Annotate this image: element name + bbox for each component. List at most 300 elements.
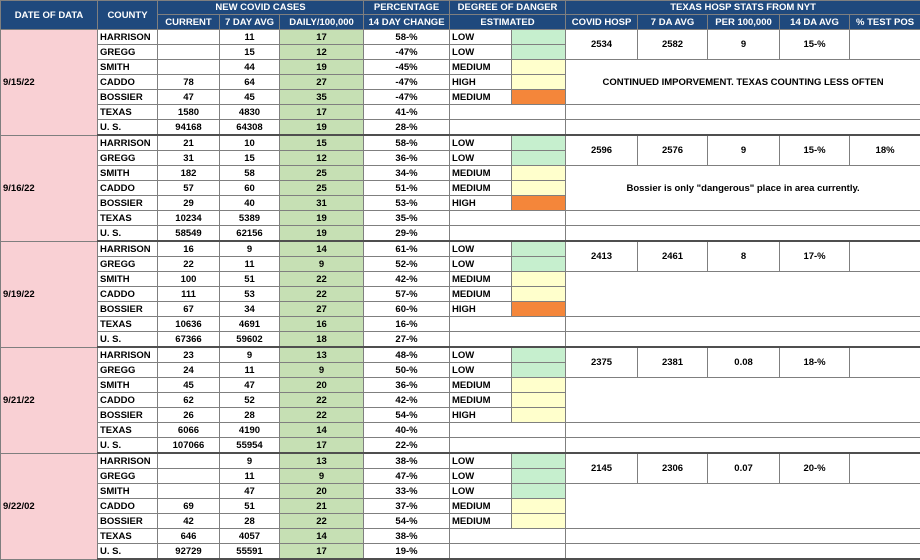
pct-test-pos-cell bbox=[850, 30, 920, 60]
fourteen-day-change-cell: 36-% bbox=[364, 151, 450, 166]
header-degree-of-danger: DEGREE OF DANGER bbox=[450, 1, 566, 15]
hosp-per-100000-cell: 9 bbox=[708, 30, 780, 60]
danger-swatch bbox=[512, 363, 566, 378]
table-row bbox=[1, 438, 920, 454]
table-row bbox=[1, 226, 920, 242]
header-estimated: ESTIMATED bbox=[450, 15, 566, 30]
fourteen-day-change-cell: 29-% bbox=[364, 226, 450, 242]
pct-test-pos-cell bbox=[850, 347, 920, 378]
current-cases-cell: 646 bbox=[158, 529, 220, 544]
fourteen-day-change-cell: 42-% bbox=[364, 272, 450, 287]
danger-empty-cell bbox=[450, 332, 566, 348]
current-cases-cell: 78 bbox=[158, 75, 220, 90]
fourteen-day-change-cell: 27-% bbox=[364, 332, 450, 348]
covid-hosp-cell: 2145 bbox=[566, 453, 638, 484]
seven-day-avg-cell: 47 bbox=[220, 484, 280, 499]
current-cases-cell: 1580 bbox=[158, 105, 220, 120]
danger-swatch bbox=[512, 90, 566, 105]
danger-empty-cell bbox=[450, 529, 566, 544]
seven-day-avg-cell: 11 bbox=[220, 363, 280, 378]
seven-day-avg-cell: 55591 bbox=[220, 544, 280, 560]
seven-day-avg-cell: 4830 bbox=[220, 105, 280, 120]
county-cell: TEXAS bbox=[98, 211, 158, 226]
seven-day-avg-cell: 52 bbox=[220, 393, 280, 408]
current-cases-cell: 45 bbox=[158, 378, 220, 393]
fourteen-day-change-cell: 48-% bbox=[364, 347, 450, 363]
header-row-1 bbox=[1, 1, 920, 15]
current-cases-cell: 58549 bbox=[158, 226, 220, 242]
table-row bbox=[1, 529, 920, 544]
danger-swatch bbox=[512, 135, 566, 151]
danger-swatch bbox=[512, 60, 566, 75]
seven-day-avg-cell: 34 bbox=[220, 302, 280, 317]
daily-per-100k-cell: 14 bbox=[280, 241, 364, 257]
notes-cell bbox=[566, 378, 920, 423]
seven-day-avg-cell: 60 bbox=[220, 181, 280, 196]
current-cases-cell: 182 bbox=[158, 166, 220, 181]
danger-level-cell: MEDIUM bbox=[450, 378, 512, 393]
current-cases-cell: 29 bbox=[158, 196, 220, 211]
fourteen-day-change-cell: 38-% bbox=[364, 453, 450, 469]
table-row bbox=[1, 120, 920, 136]
fourteen-day-change-cell: -47% bbox=[364, 75, 450, 90]
current-cases-cell: 26 bbox=[158, 408, 220, 423]
current-cases-cell: 92729 bbox=[158, 544, 220, 560]
current-cases-cell bbox=[158, 453, 220, 469]
danger-swatch bbox=[512, 196, 566, 211]
danger-swatch bbox=[512, 181, 566, 196]
county-cell: SMITH bbox=[98, 484, 158, 499]
fourteen-day-change-cell: 22-% bbox=[364, 438, 450, 454]
header-7-day-avg: 7 DAY AVG bbox=[220, 15, 280, 30]
danger-swatch bbox=[512, 393, 566, 408]
daily-per-100k-cell: 31 bbox=[280, 196, 364, 211]
county-cell: U. S. bbox=[98, 438, 158, 454]
table-row bbox=[1, 30, 920, 45]
hosp-14-da-avg-cell: 15-% bbox=[780, 135, 850, 166]
seven-day-avg-cell: 51 bbox=[220, 499, 280, 514]
county-cell: BOSSIER bbox=[98, 196, 158, 211]
header-texas-hosp-stats: TEXAS HOSP STATS FROM NYT bbox=[566, 1, 920, 15]
empty-cell bbox=[566, 544, 920, 560]
county-cell: SMITH bbox=[98, 272, 158, 287]
empty-cell bbox=[566, 332, 920, 348]
danger-swatch bbox=[512, 302, 566, 317]
seven-day-avg-cell: 58 bbox=[220, 166, 280, 181]
county-cell: HARRISON bbox=[98, 241, 158, 257]
danger-level-cell: MEDIUM bbox=[450, 393, 512, 408]
pct-test-pos-cell: 18% bbox=[850, 135, 920, 166]
current-cases-cell: 31 bbox=[158, 151, 220, 166]
table-row bbox=[1, 135, 920, 151]
fourteen-day-change-cell: 28-% bbox=[364, 120, 450, 136]
fourteen-day-change-cell: 41-% bbox=[364, 105, 450, 120]
danger-swatch bbox=[512, 151, 566, 166]
danger-empty-cell bbox=[450, 317, 566, 332]
county-cell: GREGG bbox=[98, 469, 158, 484]
hosp-7-da-avg-cell: 2582 bbox=[638, 30, 708, 60]
current-cases-cell: 111 bbox=[158, 287, 220, 302]
current-cases-cell: 22 bbox=[158, 257, 220, 272]
current-cases-cell bbox=[158, 484, 220, 499]
header-14-da-avg: 14 DA AVG bbox=[780, 15, 850, 30]
current-cases-cell: 100 bbox=[158, 272, 220, 287]
pct-test-pos-cell bbox=[850, 241, 920, 272]
daily-per-100k-cell: 14 bbox=[280, 529, 364, 544]
county-cell: U. S. bbox=[98, 544, 158, 560]
fourteen-day-change-cell: 60-% bbox=[364, 302, 450, 317]
danger-swatch bbox=[512, 287, 566, 302]
county-cell: CADDO bbox=[98, 181, 158, 196]
seven-day-avg-cell: 11 bbox=[220, 469, 280, 484]
seven-day-avg-cell: 55954 bbox=[220, 438, 280, 454]
danger-empty-cell bbox=[450, 544, 566, 560]
current-cases-cell: 21 bbox=[158, 135, 220, 151]
header-date-of-data: DATE OF DATA bbox=[1, 1, 98, 30]
table-row bbox=[1, 544, 920, 560]
daily-per-100k-cell: 35 bbox=[280, 90, 364, 105]
daily-per-100k-cell: 18 bbox=[280, 332, 364, 348]
seven-day-avg-cell: 64 bbox=[220, 75, 280, 90]
daily-per-100k-cell: 9 bbox=[280, 363, 364, 378]
daily-per-100k-cell: 12 bbox=[280, 151, 364, 166]
daily-per-100k-cell: 25 bbox=[280, 181, 364, 196]
county-cell: SMITH bbox=[98, 378, 158, 393]
danger-level-cell: MEDIUM bbox=[450, 166, 512, 181]
table-row bbox=[1, 166, 920, 181]
fourteen-day-change-cell: 57-% bbox=[364, 287, 450, 302]
danger-level-cell: LOW bbox=[450, 151, 512, 166]
current-cases-cell: 23 bbox=[158, 347, 220, 363]
current-cases-cell: 67 bbox=[158, 302, 220, 317]
current-cases-cell: 67366 bbox=[158, 332, 220, 348]
seven-day-avg-cell: 5389 bbox=[220, 211, 280, 226]
fourteen-day-change-cell: 58-% bbox=[364, 135, 450, 151]
danger-level-cell: MEDIUM bbox=[450, 60, 512, 75]
danger-level-cell: LOW bbox=[450, 241, 512, 257]
fourteen-day-change-cell: 53-% bbox=[364, 196, 450, 211]
daily-per-100k-cell: 27 bbox=[280, 302, 364, 317]
current-cases-cell bbox=[158, 30, 220, 45]
daily-per-100k-cell: 17 bbox=[280, 438, 364, 454]
county-cell: CADDO bbox=[98, 393, 158, 408]
county-cell: U. S. bbox=[98, 226, 158, 242]
county-cell: CADDO bbox=[98, 499, 158, 514]
date-of-data-cell: 9/21/22 bbox=[1, 347, 98, 453]
county-cell: HARRISON bbox=[98, 347, 158, 363]
empty-cell bbox=[566, 226, 920, 242]
county-cell: SMITH bbox=[98, 166, 158, 181]
header-daily-per-100k: DAILY/100,000 bbox=[280, 15, 364, 30]
danger-swatch bbox=[512, 257, 566, 272]
county-cell: GREGG bbox=[98, 257, 158, 272]
danger-level-cell: HIGH bbox=[450, 196, 512, 211]
danger-swatch bbox=[512, 241, 566, 257]
notes-cell bbox=[566, 272, 920, 317]
county-cell: TEXAS bbox=[98, 423, 158, 438]
daily-per-100k-cell: 22 bbox=[280, 393, 364, 408]
seven-day-avg-cell: 11 bbox=[220, 30, 280, 45]
daily-per-100k-cell: 14 bbox=[280, 423, 364, 438]
current-cases-cell: 42 bbox=[158, 514, 220, 529]
fourteen-day-change-cell: 19-% bbox=[364, 544, 450, 560]
current-cases-cell: 62 bbox=[158, 393, 220, 408]
fourteen-day-change-cell: 35-% bbox=[364, 211, 450, 226]
table-row bbox=[1, 60, 920, 75]
danger-swatch bbox=[512, 378, 566, 393]
current-cases-cell: 57 bbox=[158, 181, 220, 196]
header-new-covid-cases: NEW COVID CASES bbox=[158, 1, 364, 15]
county-cell: HARRISON bbox=[98, 135, 158, 151]
seven-day-avg-cell: 4691 bbox=[220, 317, 280, 332]
seven-day-avg-cell: 15 bbox=[220, 151, 280, 166]
hosp-7-da-avg-cell: 2306 bbox=[638, 453, 708, 484]
current-cases-cell bbox=[158, 60, 220, 75]
danger-level-cell: LOW bbox=[450, 45, 512, 60]
seven-day-avg-cell: 9 bbox=[220, 453, 280, 469]
hosp-7-da-avg-cell: 2576 bbox=[638, 135, 708, 166]
empty-cell bbox=[566, 529, 920, 544]
danger-swatch bbox=[512, 469, 566, 484]
seven-day-avg-cell: 28 bbox=[220, 514, 280, 529]
table-row bbox=[1, 332, 920, 348]
daily-per-100k-cell: 17 bbox=[280, 544, 364, 560]
hosp-7-da-avg-cell: 2461 bbox=[638, 241, 708, 272]
fourteen-day-change-cell: 33-% bbox=[364, 484, 450, 499]
danger-level-cell: LOW bbox=[450, 257, 512, 272]
county-cell: SMITH bbox=[98, 60, 158, 75]
danger-swatch bbox=[512, 499, 566, 514]
current-cases-cell bbox=[158, 45, 220, 60]
county-cell: GREGG bbox=[98, 363, 158, 378]
daily-per-100k-cell: 25 bbox=[280, 166, 364, 181]
hosp-per-100000-cell: 0.08 bbox=[708, 347, 780, 378]
daily-per-100k-cell: 21 bbox=[280, 499, 364, 514]
danger-level-cell: LOW bbox=[450, 484, 512, 499]
seven-day-avg-cell: 11 bbox=[220, 257, 280, 272]
danger-swatch bbox=[512, 484, 566, 499]
header-current: CURRENT bbox=[158, 15, 220, 30]
header-county: COUNTY bbox=[98, 1, 158, 30]
fourteen-day-change-cell: 54-% bbox=[364, 514, 450, 529]
table-row bbox=[1, 347, 920, 363]
empty-cell bbox=[566, 211, 920, 226]
danger-swatch bbox=[512, 75, 566, 90]
county-cell: TEXAS bbox=[98, 529, 158, 544]
daily-per-100k-cell: 9 bbox=[280, 469, 364, 484]
empty-cell bbox=[566, 423, 920, 438]
daily-per-100k-cell: 22 bbox=[280, 408, 364, 423]
danger-level-cell: LOW bbox=[450, 453, 512, 469]
fourteen-day-change-cell: 52-% bbox=[364, 257, 450, 272]
date-of-data-cell: 9/15/22 bbox=[1, 30, 98, 136]
fourteen-day-change-cell: 54-% bbox=[364, 408, 450, 423]
county-cell: U. S. bbox=[98, 120, 158, 136]
county-cell: HARRISON bbox=[98, 30, 158, 45]
date-of-data-cell: 9/22/02 bbox=[1, 453, 98, 559]
danger-empty-cell bbox=[450, 438, 566, 454]
table-row bbox=[1, 453, 920, 469]
table-row bbox=[1, 241, 920, 257]
header-covid-hosp: COVID HOSP bbox=[566, 15, 638, 30]
seven-day-avg-cell: 44 bbox=[220, 60, 280, 75]
current-cases-cell: 10234 bbox=[158, 211, 220, 226]
empty-cell bbox=[566, 317, 920, 332]
hosp-per-100000-cell: 0.07 bbox=[708, 453, 780, 484]
hosp-per-100000-cell: 9 bbox=[708, 135, 780, 166]
seven-day-avg-cell: 15 bbox=[220, 45, 280, 60]
current-cases-cell: 24 bbox=[158, 363, 220, 378]
daily-per-100k-cell: 9 bbox=[280, 257, 364, 272]
hosp-14-da-avg-cell: 18-% bbox=[780, 347, 850, 378]
header-pct-test-pos: % TEST POS bbox=[850, 15, 920, 30]
table-row bbox=[1, 423, 920, 438]
hosp-14-da-avg-cell: 20-% bbox=[780, 453, 850, 484]
fourteen-day-change-cell: 38-% bbox=[364, 529, 450, 544]
daily-per-100k-cell: 19 bbox=[280, 211, 364, 226]
county-cell: BOSSIER bbox=[98, 514, 158, 529]
table-row bbox=[1, 378, 920, 393]
fourteen-day-change-cell: 36-% bbox=[364, 378, 450, 393]
seven-day-avg-cell: 59602 bbox=[220, 332, 280, 348]
daily-per-100k-cell: 20 bbox=[280, 378, 364, 393]
danger-swatch bbox=[512, 453, 566, 469]
county-cell: CADDO bbox=[98, 287, 158, 302]
notes-cell bbox=[566, 484, 920, 529]
danger-empty-cell bbox=[450, 211, 566, 226]
county-cell: TEXAS bbox=[98, 317, 158, 332]
danger-swatch bbox=[512, 45, 566, 60]
daily-per-100k-cell: 19 bbox=[280, 120, 364, 136]
fourteen-day-change-cell: 50-% bbox=[364, 363, 450, 378]
seven-day-avg-cell: 28 bbox=[220, 408, 280, 423]
current-cases-cell: 10636 bbox=[158, 317, 220, 332]
county-cell: U. S. bbox=[98, 332, 158, 348]
county-cell: BOSSIER bbox=[98, 90, 158, 105]
seven-day-avg-cell: 53 bbox=[220, 287, 280, 302]
covid-hosp-cell: 2413 bbox=[566, 241, 638, 272]
danger-swatch bbox=[512, 272, 566, 287]
current-cases-cell: 94168 bbox=[158, 120, 220, 136]
seven-day-avg-cell: 62156 bbox=[220, 226, 280, 242]
header-7-da-avg: 7 DA AVG bbox=[638, 15, 708, 30]
daily-per-100k-cell: 22 bbox=[280, 287, 364, 302]
danger-level-cell: LOW bbox=[450, 135, 512, 151]
fourteen-day-change-cell: 34-% bbox=[364, 166, 450, 181]
danger-level-cell: MEDIUM bbox=[450, 90, 512, 105]
danger-empty-cell bbox=[450, 120, 566, 136]
daily-per-100k-cell: 13 bbox=[280, 347, 364, 363]
daily-per-100k-cell: 19 bbox=[280, 60, 364, 75]
fourteen-day-change-cell: 16-% bbox=[364, 317, 450, 332]
danger-level-cell: MEDIUM bbox=[450, 272, 512, 287]
danger-level-cell: MEDIUM bbox=[450, 514, 512, 529]
current-cases-cell: 69 bbox=[158, 499, 220, 514]
danger-swatch bbox=[512, 30, 566, 45]
county-cell: HARRISON bbox=[98, 453, 158, 469]
seven-day-avg-cell: 9 bbox=[220, 241, 280, 257]
notes-cell: Bossier is only "dangerous" place in area currently. bbox=[566, 166, 920, 211]
daily-per-100k-cell: 16 bbox=[280, 317, 364, 332]
danger-swatch bbox=[512, 408, 566, 423]
danger-swatch bbox=[512, 514, 566, 529]
header-14-day-change: 14 DAY CHANGE bbox=[364, 15, 450, 30]
county-cell: CADDO bbox=[98, 75, 158, 90]
danger-empty-cell bbox=[450, 226, 566, 242]
daily-per-100k-cell: 17 bbox=[280, 105, 364, 120]
seven-day-avg-cell: 4057 bbox=[220, 529, 280, 544]
hosp-14-da-avg-cell: 15-% bbox=[780, 30, 850, 60]
table-row bbox=[1, 211, 920, 226]
table-row bbox=[1, 105, 920, 120]
covid-hosp-cell: 2596 bbox=[566, 135, 638, 166]
table-row bbox=[1, 317, 920, 332]
daily-per-100k-cell: 22 bbox=[280, 272, 364, 287]
danger-level-cell: HIGH bbox=[450, 75, 512, 90]
county-cell: TEXAS bbox=[98, 105, 158, 120]
seven-day-avg-cell: 9 bbox=[220, 347, 280, 363]
danger-level-cell: MEDIUM bbox=[450, 287, 512, 302]
fourteen-day-change-cell: 47-% bbox=[364, 469, 450, 484]
danger-level-cell: LOW bbox=[450, 363, 512, 378]
county-cell: BOSSIER bbox=[98, 302, 158, 317]
fourteen-day-change-cell: -45% bbox=[364, 60, 450, 75]
current-cases-cell: 16 bbox=[158, 241, 220, 257]
danger-swatch bbox=[512, 347, 566, 363]
fourteen-day-change-cell: 42-% bbox=[364, 393, 450, 408]
current-cases-cell: 6066 bbox=[158, 423, 220, 438]
seven-day-avg-cell: 40 bbox=[220, 196, 280, 211]
danger-level-cell: MEDIUM bbox=[450, 499, 512, 514]
current-cases-cell bbox=[158, 469, 220, 484]
seven-day-avg-cell: 45 bbox=[220, 90, 280, 105]
hosp-7-da-avg-cell: 2381 bbox=[638, 347, 708, 378]
daily-per-100k-cell: 22 bbox=[280, 514, 364, 529]
empty-cell bbox=[566, 438, 920, 454]
danger-level-cell: LOW bbox=[450, 469, 512, 484]
county-cell: BOSSIER bbox=[98, 408, 158, 423]
notes-cell: CONTINUED IMPORVEMENT. TEXAS COUNTING LESS OFTEN bbox=[566, 60, 920, 105]
danger-level-cell: HIGH bbox=[450, 302, 512, 317]
danger-empty-cell bbox=[450, 105, 566, 120]
daily-per-100k-cell: 17 bbox=[280, 30, 364, 45]
covid-hosp-cell: 2534 bbox=[566, 30, 638, 60]
fourteen-day-change-cell: -47% bbox=[364, 90, 450, 105]
county-cell: GREGG bbox=[98, 45, 158, 60]
current-cases-cell: 47 bbox=[158, 90, 220, 105]
current-cases-cell: 107066 bbox=[158, 438, 220, 454]
seven-day-avg-cell: 10 bbox=[220, 135, 280, 151]
fourteen-day-change-cell: -47% bbox=[364, 45, 450, 60]
daily-per-100k-cell: 27 bbox=[280, 75, 364, 90]
seven-day-avg-cell: 47 bbox=[220, 378, 280, 393]
pct-test-pos-cell bbox=[850, 453, 920, 484]
fourteen-day-change-cell: 58-% bbox=[364, 30, 450, 45]
date-of-data-cell: 9/16/22 bbox=[1, 135, 98, 241]
danger-level-cell: HIGH bbox=[450, 408, 512, 423]
danger-empty-cell bbox=[450, 423, 566, 438]
header-per-100000: PER 100,000 bbox=[708, 15, 780, 30]
fourteen-day-change-cell: 51-% bbox=[364, 181, 450, 196]
daily-per-100k-cell: 20 bbox=[280, 484, 364, 499]
covid-hosp-cell: 2375 bbox=[566, 347, 638, 378]
daily-per-100k-cell: 15 bbox=[280, 135, 364, 151]
header-percentage: PERCENTAGE bbox=[364, 1, 450, 15]
empty-cell bbox=[566, 105, 920, 120]
fourteen-day-change-cell: 37-% bbox=[364, 499, 450, 514]
seven-day-avg-cell: 64308 bbox=[220, 120, 280, 136]
table-row bbox=[1, 484, 920, 499]
